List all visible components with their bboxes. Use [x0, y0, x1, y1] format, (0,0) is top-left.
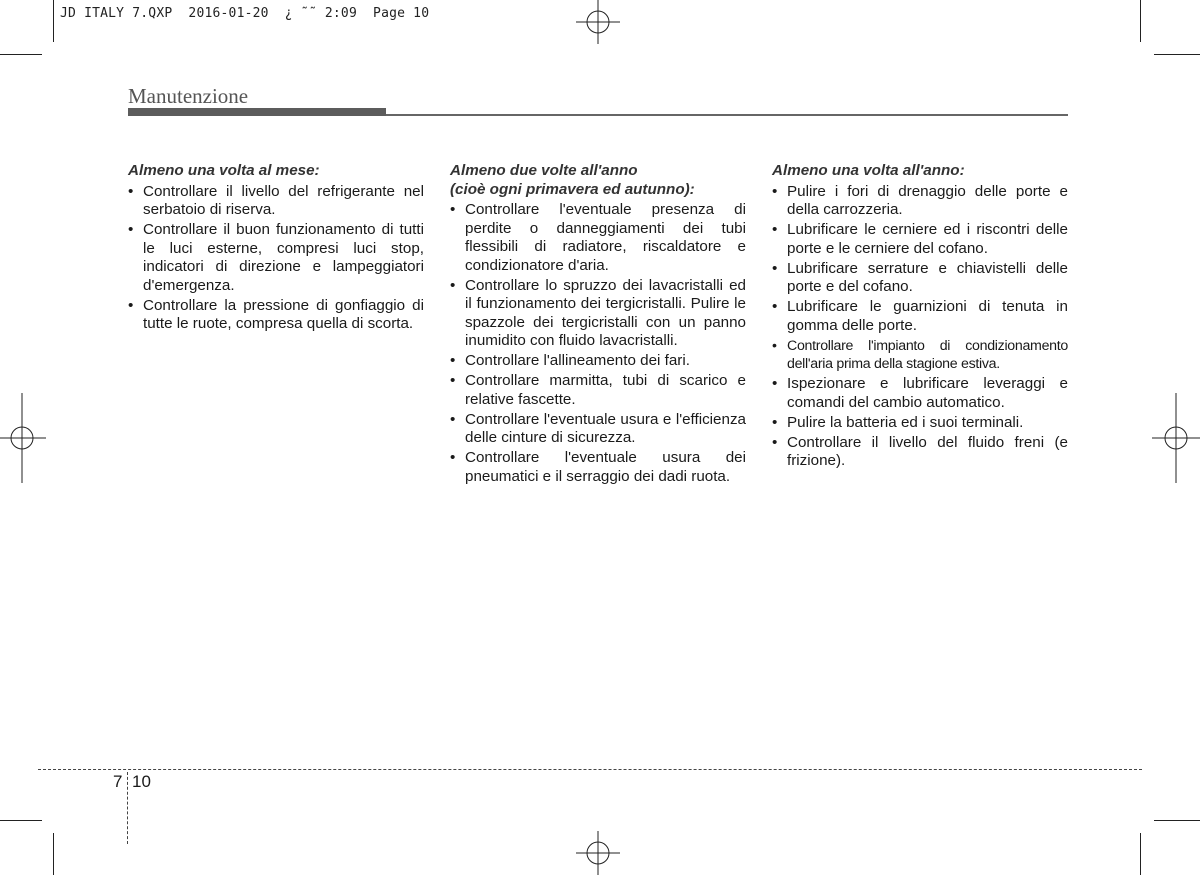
- crop-mark: [53, 0, 54, 42]
- checklist: [128, 183, 424, 334]
- list-item: • Controllare lo spruzzo dei lavacristalli ed il funzionamento dei tergicristalli. Pulire le spazzole dei tergicristalli con un panno inumidito con fluido lavacristalli.: [450, 277, 746, 351]
- footer-rule: [38, 769, 1142, 770]
- list-item: • Controllare l'eventuale presenza di perdite o danneggiamenti dei tubi flessibili di radiatore, riscaldatore e condizionatore d'aria.: [450, 201, 746, 275]
- checklist: [772, 183, 1068, 471]
- crop-mark: [1154, 54, 1200, 55]
- list-item: • Controllare l'impianto di condizionamento dell'aria prima della stagione estiva.: [772, 337, 1068, 374]
- registration-mark-icon: [0, 393, 46, 483]
- chapter-number: 7: [113, 772, 123, 791]
- crop-mark: [1140, 833, 1141, 875]
- crop-mark: [1140, 0, 1141, 42]
- list-item: • Controllare la pressione di gonfiaggio di tutte le ruote, compresa quella di scorta.: [128, 297, 424, 334]
- list-item: • Pulire i fori di drenaggio delle porte e della carrozzeria.: [772, 183, 1068, 220]
- crop-mark: [0, 54, 42, 55]
- crop-mark: [1154, 820, 1200, 821]
- footer-divider: [127, 772, 128, 844]
- list-item: • Pulire la batteria ed i suoi terminali.: [772, 414, 1068, 433]
- list-item: • Lubrificare le guarnizioni di tenuta in gomma delle porte.: [772, 298, 1068, 335]
- list-item: • Ispezionare e lubrificare leveraggi e comandi del cambio automatico.: [772, 375, 1068, 412]
- list-item: • Controllare l'eventuale usura dei pneumatici e il serraggio dei dadi ruota.: [450, 449, 746, 486]
- list-item: • Controllare il buon funzionamento di tutti le luci esterne, compresi luci stop, indicatori di direzione e lampeggiatori d'emergenza.: [128, 221, 424, 295]
- column-heading: [450, 162, 746, 199]
- column-yearly: [772, 162, 1068, 472]
- column-twice-yearly: [450, 162, 746, 488]
- list-item: • Controllare l'allineamento dei fari.: [450, 352, 746, 371]
- page-title: Manutenzione: [128, 84, 249, 108]
- list-item: • Controllare il livello del fluido freni (e frizione).: [772, 434, 1068, 471]
- header-rule-accent: [128, 108, 386, 116]
- print-slug: JD ITALY 7.QXP 2016-01-20 ¿ ˜˜ 2:09 Page 10: [60, 6, 430, 21]
- page-number: 10: [132, 772, 151, 791]
- checklist: [450, 201, 746, 486]
- list-item: • Lubrificare serrature e chiavistelli delle porte e del cofano.: [772, 260, 1068, 297]
- column-heading: Almeno una volta al mese:: [128, 162, 320, 179]
- list-item: • Controllare l'eventuale usura e l'efficienza delle cinture di sicurezza.: [450, 411, 746, 448]
- column-heading-line: Almeno due volte all'anno: [450, 162, 638, 179]
- column-heading-line: (cioè ogni primavera ed autunno):: [450, 180, 695, 198]
- list-item: • Controllare marmitta, tubi di scarico e relative fascette.: [450, 372, 746, 409]
- list-item: • Controllare il livello del refrigerante nel serbatoio di riserva.: [128, 183, 424, 220]
- registration-mark-icon: [576, 0, 620, 44]
- registration-mark-icon: [576, 831, 620, 875]
- crop-mark: [53, 833, 54, 875]
- column-heading: Almeno una volta all'anno:: [772, 162, 965, 179]
- list-item: • Lubrificare le cerniere ed i riscontri delle porte e le cerniere del cofano.: [772, 221, 1068, 258]
- column-monthly: [128, 162, 424, 335]
- crop-mark: [0, 820, 42, 821]
- registration-mark-icon: [1152, 393, 1200, 483]
